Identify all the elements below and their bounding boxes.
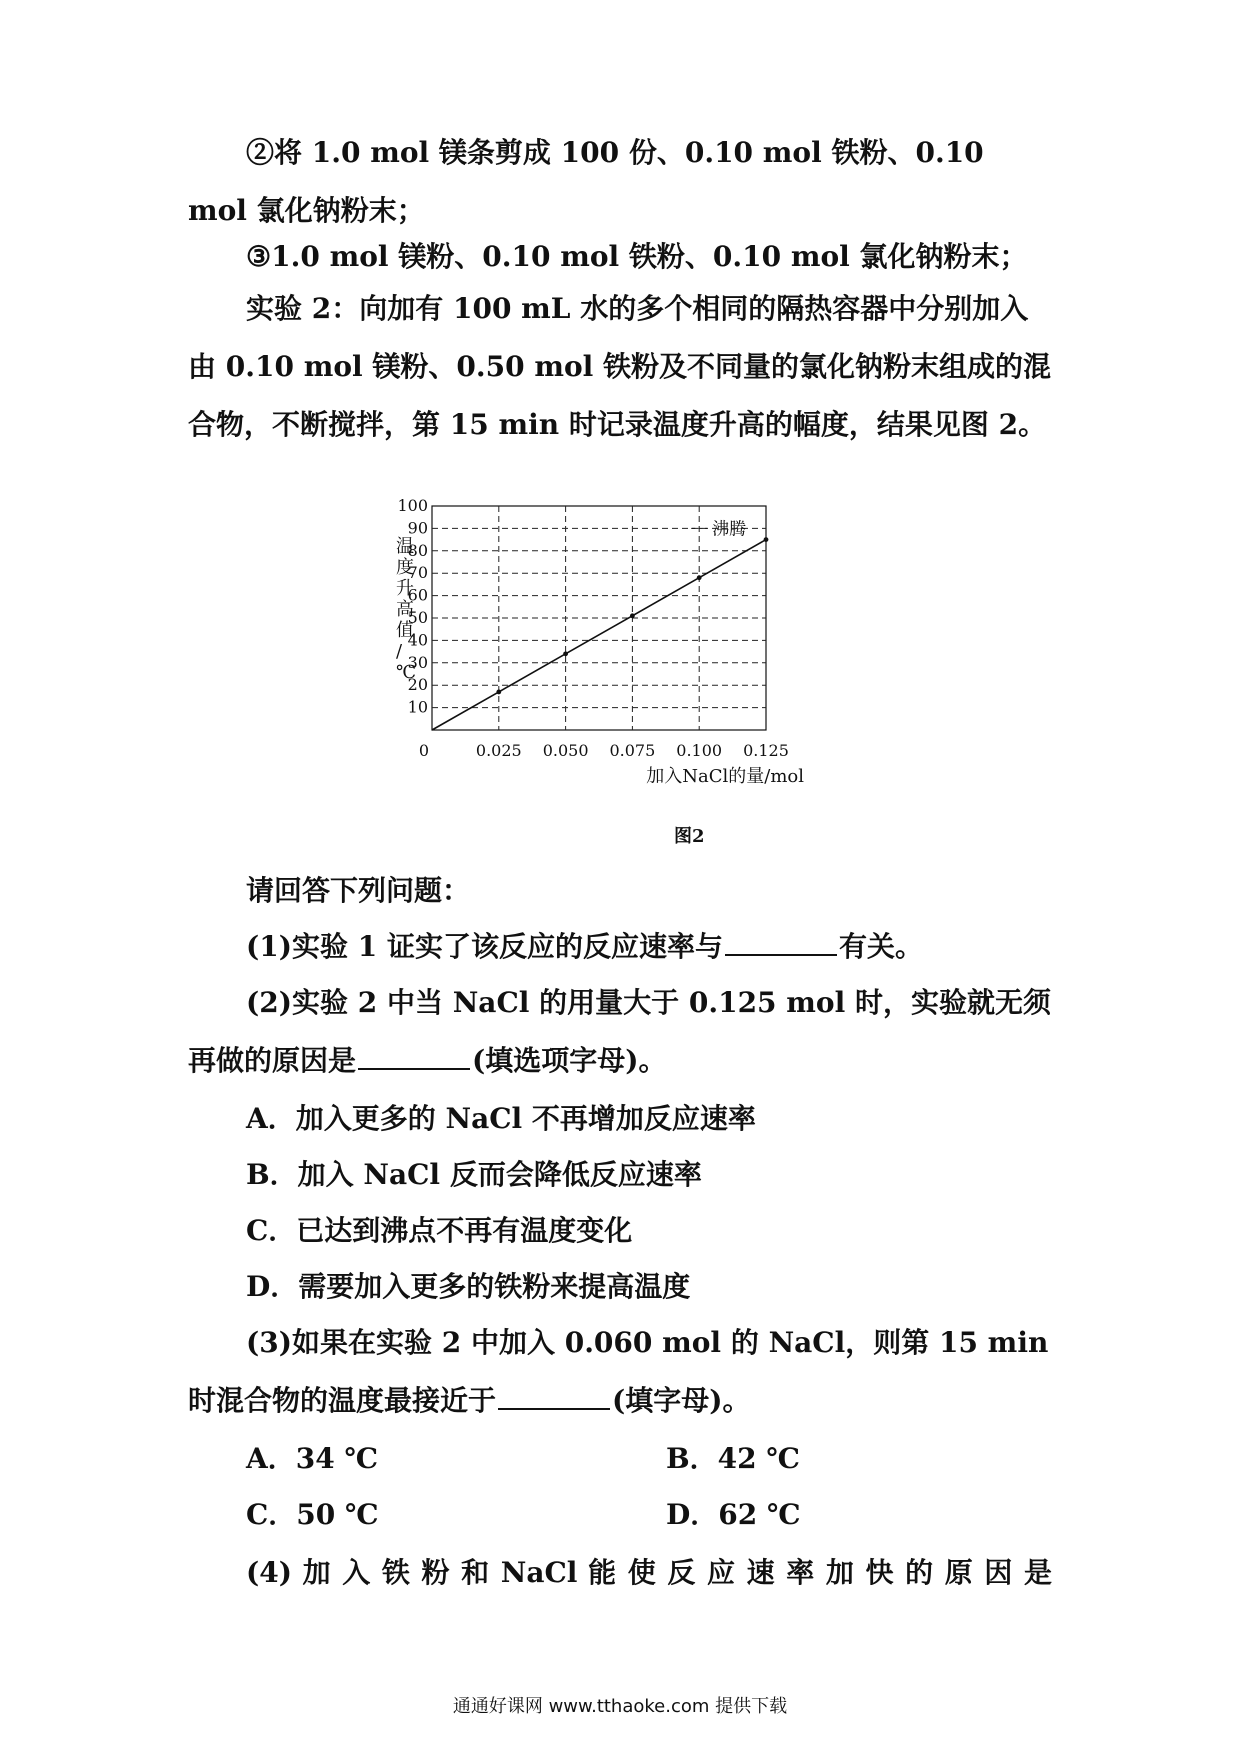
q3-option-d: D．62 ℃: [666, 1498, 801, 1531]
question-1-suffix: 有关。: [838, 930, 923, 963]
question-1: [188, 918, 1052, 976]
figure-caption: 图2: [674, 826, 705, 847]
answer-blank-2[interactable]: [358, 1042, 470, 1070]
paragraph-step3: ③1.0 mol 镁粉、0.10 mol 铁粉、0.10 mol 氯化钠粉末；: [246, 240, 1028, 273]
q2-option-c: C．已达到沸点不再有温度变化: [246, 1214, 633, 1247]
data-point: [697, 575, 702, 580]
x-tick-label: 0.125: [743, 741, 789, 760]
question-4: (4) 加 入 铁 粉 和 NaCl 能 使 反 应 速 率 加 快 的 原 因 是: [246, 1556, 1052, 1589]
q3-option-c: C．50 ℃: [246, 1498, 379, 1531]
data-point: [563, 651, 568, 656]
y-axis-label: 温度升高值/ ℃: [396, 536, 417, 683]
question-2-suffix: (填选项字母)。: [472, 1044, 667, 1077]
q2-option-b: B．加入 NaCl 反而会降低反应速率: [246, 1158, 702, 1191]
answer-blank-1[interactable]: [725, 928, 837, 956]
question-2: [188, 974, 1052, 1090]
q3-option-a: A．34 ℃: [246, 1442, 378, 1475]
boiling-annotation: 沸腾: [712, 519, 747, 540]
q2-option-a: A．加入更多的 NaCl 不再增加反应速率: [246, 1102, 756, 1135]
y-tick-label: 10: [407, 697, 428, 717]
paragraph-step2: ②将 1.0 mol 镁条剪成 100 份、0.10 mol 铁粉、0.10 mol 氯化钠粉末；: [188, 136, 984, 227]
y-tick-label: 50: [407, 608, 428, 627]
question-2-text: (2)实验 2 中当 NaCl 的用量大于 0.125 mol 时，实验就无须再做的原因是: [188, 986, 1051, 1077]
question-3-suffix: (填字母)。: [612, 1384, 751, 1417]
data-point: [630, 613, 635, 618]
question-3: [188, 1314, 1052, 1430]
x-tick-label: 0.100: [676, 741, 723, 760]
series-line: [432, 540, 766, 730]
data-point: [496, 690, 501, 695]
y-tick-label: 20: [407, 675, 428, 695]
line-chart: [380, 496, 900, 816]
q2-option-d: D．需要加入更多的铁粉来提高温度: [246, 1270, 691, 1303]
question-3-text: (3)如果在实验 2 中加入 0.060 mol 的 NaCl，则第 15 min 时混合物的温度最接近于: [188, 1326, 1049, 1417]
x-tick-label: 0.050: [542, 741, 589, 760]
figure-2: [380, 496, 900, 856]
x-tick-label: 0.025: [475, 741, 522, 760]
data-point: [764, 537, 769, 542]
answer-blank-3[interactable]: [498, 1382, 610, 1410]
paragraph-experiment2: 实验 2：向加有 100 mL 水的多个相同的隔热容器中分别加入由 0.10 mol 镁粉、0.50 mol 铁粉及不同量的氯化钠粉末组成的混合物，不断搅拌，第 15 min 时记录温度升高的幅度，结果见图 2。: [188, 292, 1052, 441]
y-tick-label: 80: [407, 540, 428, 560]
q3-option-b: B．42 ℃: [666, 1442, 800, 1475]
x-tick-label: 0.075: [609, 741, 656, 760]
y-tick-label: 90: [407, 518, 428, 538]
x-tick-label: 0: [418, 741, 430, 760]
y-tick-label: 60: [407, 585, 428, 605]
y-tick-label: 40: [407, 630, 428, 650]
questions-intro: 请回答下列问题：: [246, 874, 471, 907]
y-tick-label: 70: [407, 563, 428, 583]
y-tick-label: 30: [407, 652, 428, 672]
question-1-text: (1)实验 1 证实了该反应的反应速率与: [246, 930, 723, 963]
footer-source: 通通好课网 www.tthaoke.com 提供下载: [452, 1696, 788, 1717]
y-tick-label: 100: [397, 496, 428, 515]
x-axis-label: 加入NaCl的量/mol: [646, 766, 804, 787]
